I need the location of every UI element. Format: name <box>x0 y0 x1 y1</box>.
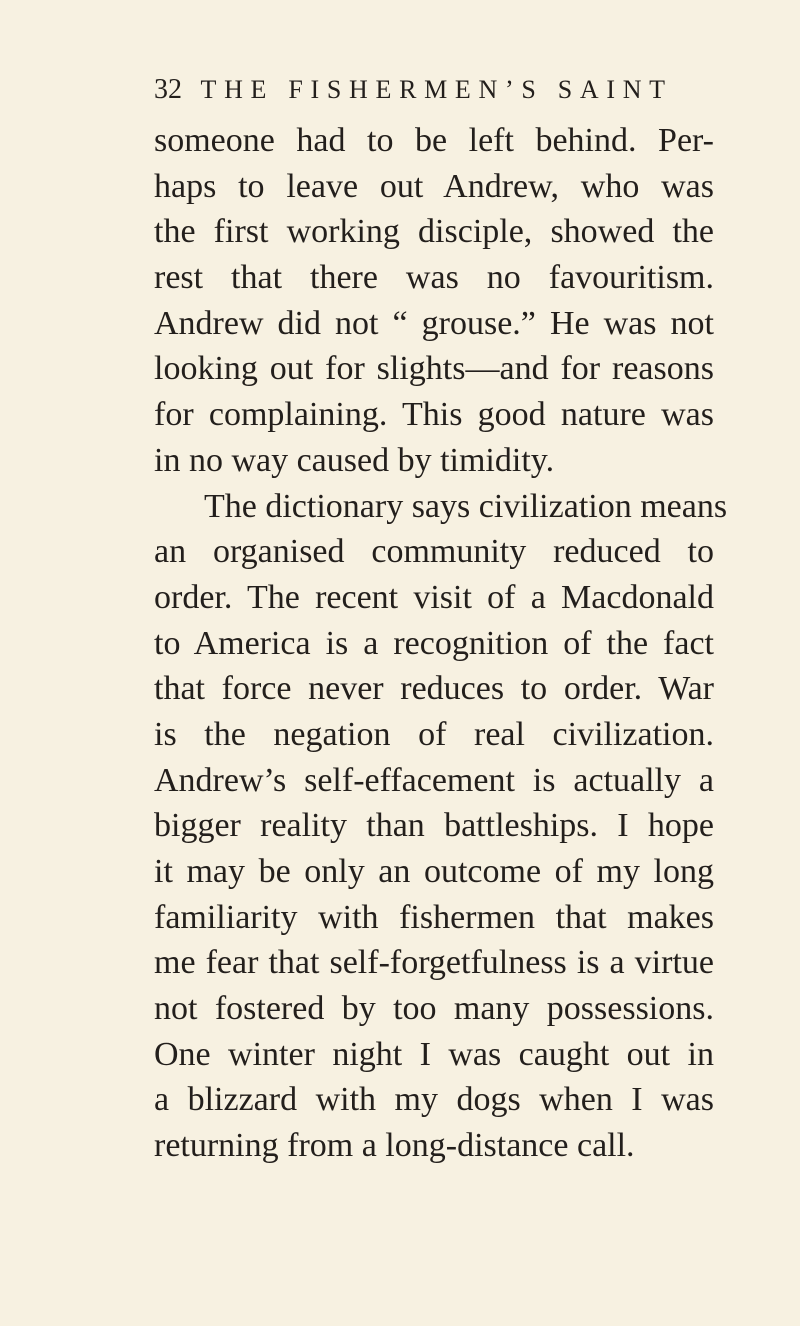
text-line: One winter night I was caught out in <box>154 1035 714 1073</box>
text-line: order. The recent visit of a Macdonald <box>154 578 714 616</box>
paragraph-end-line: in no way caused by timidity. <box>154 441 555 479</box>
text-line: someone had to be left behind. Per- <box>154 122 714 159</box>
running-head-title: THE FISHERMEN’S SAINT <box>200 75 673 104</box>
paragraph-first-line: The dictionary says civilization means <box>204 487 728 525</box>
text-line: to America is a recognition of the fact <box>154 624 714 662</box>
text-line: familiarity with fishermen that makes <box>154 898 714 936</box>
text-line: returning from a long-distance call. <box>154 1127 635 1165</box>
text-line: Andrew did not “ grouse.” He was not <box>154 304 714 342</box>
text-line: for complaining. This good nature was <box>154 396 714 434</box>
body-text <box>154 118 728 1169</box>
text-line: a blizzard with my dogs when I was <box>154 1081 714 1119</box>
text-line: is the negation of real civilization. <box>154 715 714 753</box>
running-head <box>154 70 714 110</box>
text-line: it may be only an outcome of my long <box>154 853 714 890</box>
text-line: bigger reality than battleships. I hope <box>154 807 714 845</box>
text-line: looking out for slights—and for reasons <box>154 350 714 388</box>
text-line: an organised community reduced to <box>154 533 714 571</box>
text-line: the first working disciple, showed the <box>154 213 714 251</box>
page-number: 32 <box>154 74 182 105</box>
text-line: me fear that self-forgetfulness is a virtue <box>154 944 714 982</box>
text-line: not fostered by too many possessions. <box>154 990 714 1028</box>
text-line: that force never reduces to order. War <box>154 670 714 708</box>
text-line: haps to leave out Andrew, who was <box>154 167 714 205</box>
text-line: rest that there was no favouritism. <box>154 259 714 297</box>
text-line: Andrew’s self-effacement is actually a <box>154 761 714 799</box>
